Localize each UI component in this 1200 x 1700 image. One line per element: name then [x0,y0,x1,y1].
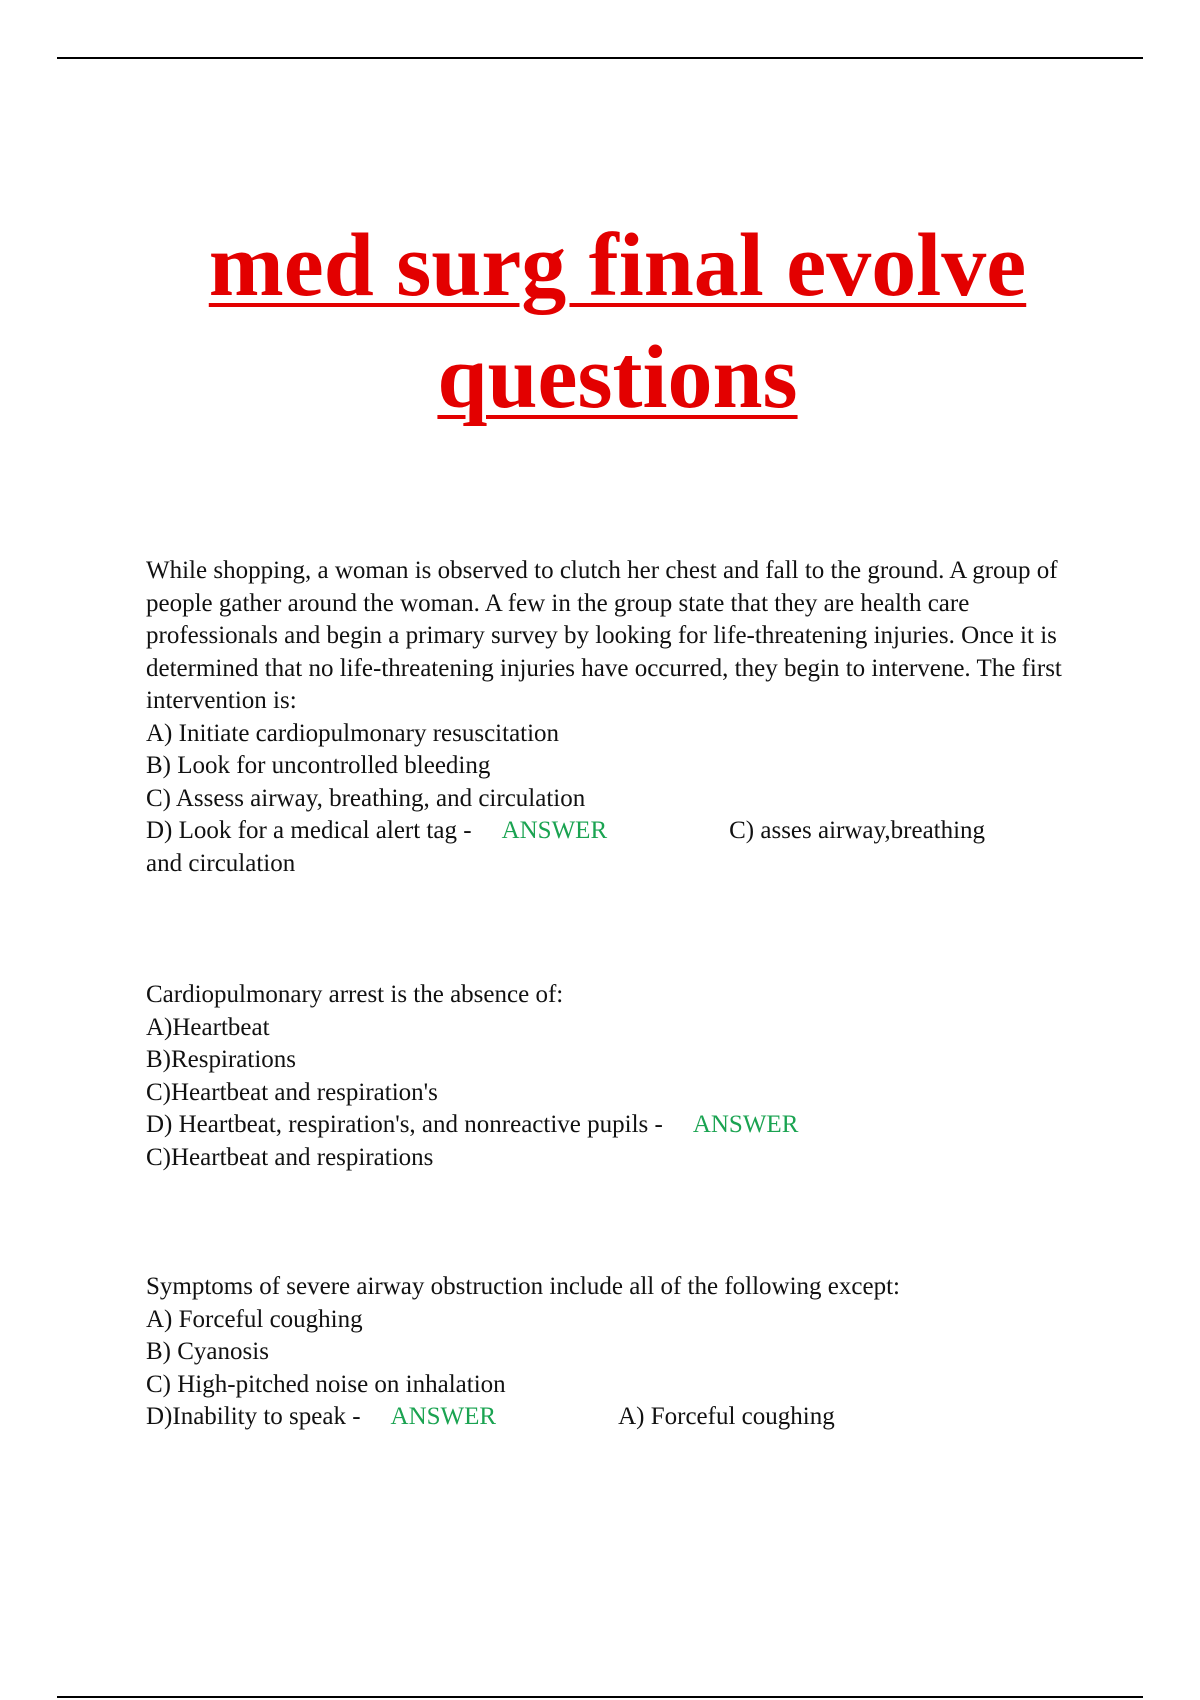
answer-text: C) asses airway,breathing [729,817,986,844]
title-line-2: questions [437,328,798,427]
title-line-1: med surg final evolve [208,216,1027,315]
option-d-answer-line [146,815,1086,848]
option-b: B) Look for uncontrolled bleeding [146,752,491,779]
answer-text: A) Forceful coughing [618,1403,835,1430]
option-c: C) Assess airway, breathing, and circulation [146,784,586,812]
option-a: A)Heartbeat [146,1013,270,1041]
option-d: D) Look for a medical alert tag - [146,817,472,844]
option-a: A) Initiate cardiopulmonary resuscitation [146,719,560,747]
option-d-answer-line [146,1109,1086,1142]
document-title [0,210,1200,434]
question-stem: While shopping, a woman is observed to clutch her chest and fall to the ground. A group of people gather around the woman. A few in the group state that they are health care professionals and begin a primary survey by looking for life-threatening injuries. Once it is determined that no life-threatening injuries have occurred, they begin to intervene. The first intervention is: [146,557,1062,714]
answer-label: ANSWER [692,1111,799,1138]
question-3 [146,1271,1086,1434]
option-b: B) Cyanosis [146,1338,269,1365]
option-c: C) High-pitched noise on inhalation [146,1370,506,1398]
answer-text-continued: and circulation [146,849,296,877]
option-d: D) Heartbeat, respiration's, and nonreactive pupils - [146,1111,663,1138]
option-a: A) Forceful coughing [146,1305,363,1333]
answer-text: C)Heartbeat and respirations [146,1143,434,1171]
bottom-rule [57,1696,1143,1698]
option-d: D)Inability to speak - [146,1403,361,1430]
question-stem: Symptoms of severe airway obstruction include all of the following except: [146,1273,900,1300]
question-1 [146,555,1086,880]
answer-label: ANSWER [390,1403,497,1430]
question-stem: Cardiopulmonary arrest is the absence of: [146,981,564,1008]
answer-label: ANSWER [501,817,608,844]
option-d-answer-line [146,1401,1086,1434]
option-c: C)Heartbeat and respiration's [146,1078,438,1106]
top-rule [57,57,1143,59]
option-b: B)Respirations [146,1046,296,1073]
question-2 [146,979,1086,1174]
